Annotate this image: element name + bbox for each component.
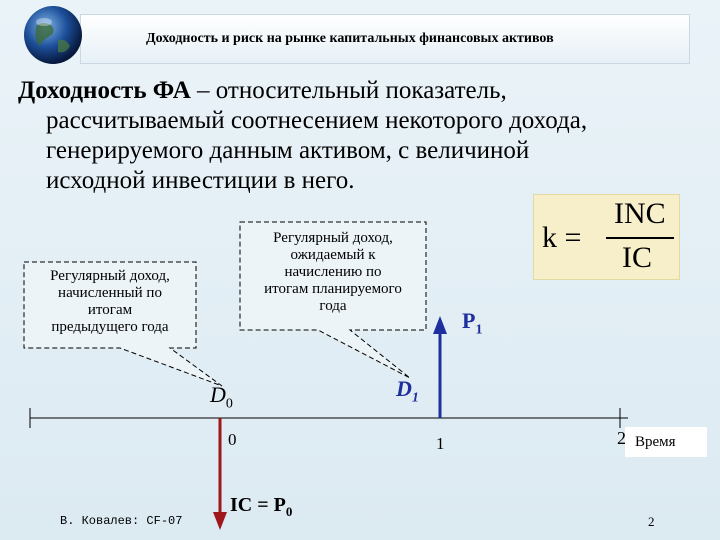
d0-letter: D xyxy=(210,382,226,407)
definition-line-2: рассчитываемый соотнесением некоторого дохода, xyxy=(46,107,588,134)
callout-center-text xyxy=(242,230,424,315)
d1-subscript: 1 xyxy=(411,390,419,406)
definition-line-1: – относительный показатель, xyxy=(190,77,507,104)
time-axis-label xyxy=(617,427,707,457)
callout-left-line: итогам xyxy=(87,302,133,318)
tick-1: 1 xyxy=(436,434,445,453)
callout-left-line: предыдущего года xyxy=(51,319,169,335)
callout-center-line: года xyxy=(319,298,347,314)
investment-arrowhead xyxy=(213,512,227,530)
d1-letter: D xyxy=(396,376,412,401)
page-number: 2 xyxy=(648,514,655,529)
p1-letter: P xyxy=(462,308,476,333)
ic-subscript: 0 xyxy=(285,504,293,519)
callout-center-line: ожидаемый к xyxy=(290,247,376,263)
d0-label xyxy=(210,382,233,412)
tick-0: 0 xyxy=(228,430,237,449)
callout-left-line: Регулярный доход, xyxy=(50,268,170,284)
callout-left-text xyxy=(26,268,194,336)
p1-label xyxy=(462,308,482,338)
time-label-text: Время xyxy=(635,434,676,450)
d1-label xyxy=(396,376,419,406)
callout-center-line: Регулярный доход, xyxy=(273,230,393,246)
definition-line-4: исходной инвестиции в него. xyxy=(46,167,355,194)
definition-term: Доходность ФА xyxy=(18,77,191,104)
formula-lhs: k = xyxy=(542,221,582,254)
p1-subscript: 1 xyxy=(475,322,483,338)
formula-denominator: IC xyxy=(622,241,652,274)
tick-2: 2 xyxy=(617,428,626,448)
ic-text: IC = P xyxy=(230,494,286,516)
definition-line-3: генерируемого данным активом, с величиной xyxy=(46,137,530,164)
callout-center-line: итогам планируемого xyxy=(264,281,402,297)
return-arrowhead xyxy=(433,316,447,334)
callout-center-line: начислению по xyxy=(284,264,382,280)
slide-title: Доходность и риск на рынке капитальных финансовых активов xyxy=(146,31,554,46)
d0-subscript: 0 xyxy=(225,396,233,412)
formula-numerator: INC xyxy=(614,197,666,230)
ic-label xyxy=(230,494,292,520)
footer-author: В. Ковалев: CF-07 xyxy=(60,514,183,528)
callout-left-line: начисленный по xyxy=(58,285,162,301)
